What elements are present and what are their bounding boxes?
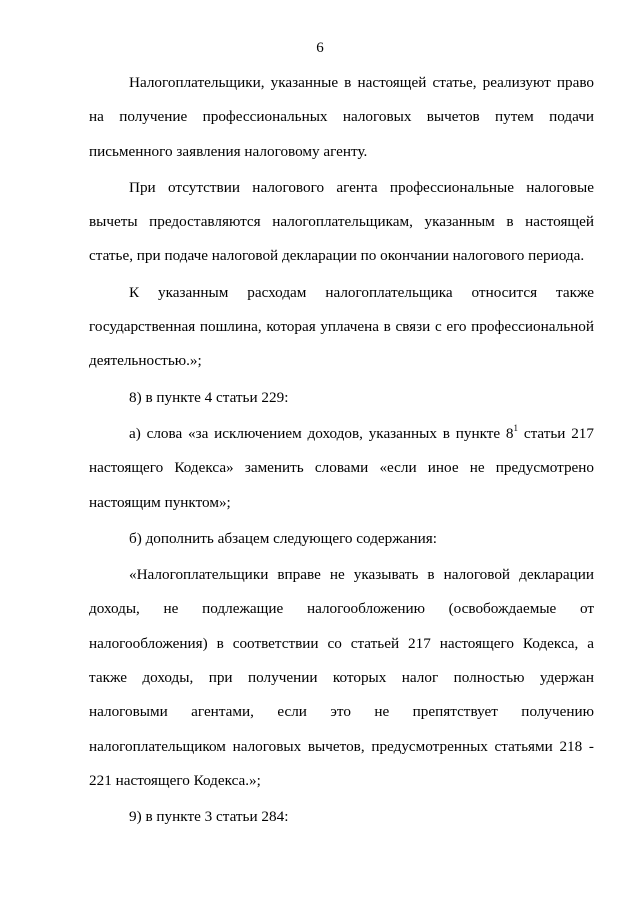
paragraph-item-9-heading: 9) в пункте 3 статьи 284: [129,808,289,826]
paragraph-quoted-addition: «Налогоплательщики вправе не указывать в налоговой декларации доходы, не подлежащие налогообложению (освобождаемые от налогообложения) в соответствии со статьей 217 настоящего Кодекса, а также доходы, при получении которых налог полностью удержан налоговыми агентами, если это не препятствует получению налогоплательщиком налоговых вычетов, предусмотренных статьями 218 - 221 настоящего Кодекса.»; [89,566,594,789]
document-body [89,66,594,835]
paragraph-no-tax-agent: При отсутствии налогового агента профессиональные налоговые вычеты предоставляются налогоплательщикам, указанным в настоящей статье, при подаче налоговой декларации по окончании налогового периода. [89,178,594,265]
paragraph-item-8a [89,417,594,520]
superscript-index: 1 [513,422,519,433]
paragraph-deduction-application: Налогоплательщики, указанные в настоящей статье, реализуют право на получение профессиональных налоговых вычетов путем подачи письменного заявления налоговому агенту. [89,74,594,160]
paragraph-item-8a-after: статьи 217 настоящего Кодекса» заменить словами «если иное не предусмотрено настоящим пунктом»; [89,424,594,511]
paragraph-state-duty: К указанным расходам налогоплательщика относится также государственная пошлина, которая уплачена в связи с его профессиональной деятельностью.»; [89,283,594,370]
paragraph-item-8-heading: 8) в пункте 4 статьи 229: [129,388,289,406]
paragraph-item-8b: б) дополнить абзацем следующего содержания: [129,529,437,547]
paragraph-item-8a-before: а) слова «за исключением доходов, указанных в пункте 8 [129,424,514,442]
page-number: 6 [316,40,324,56]
